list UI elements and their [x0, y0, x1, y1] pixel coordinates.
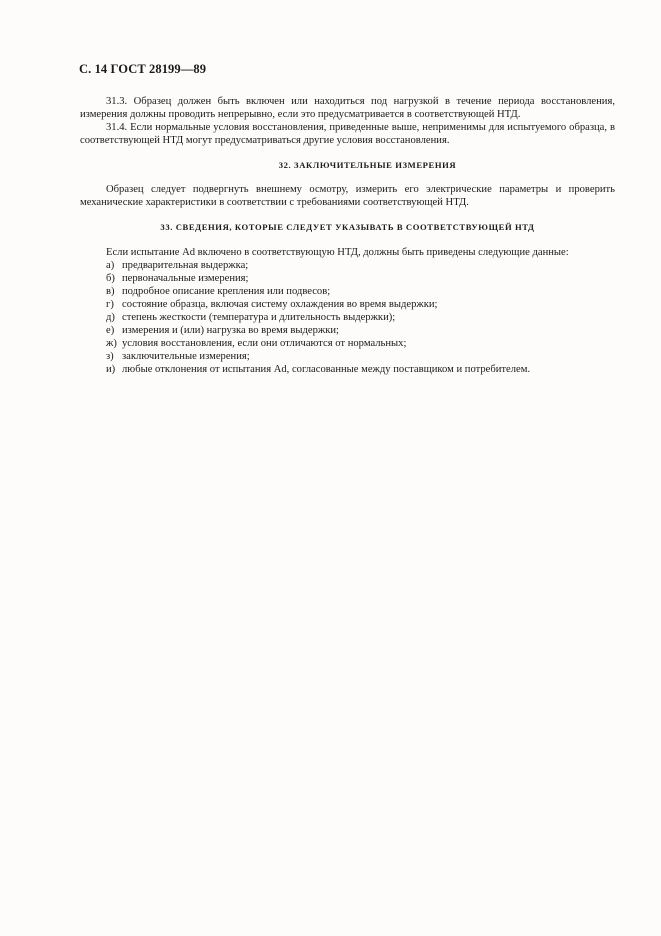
- list-item: [80, 350, 615, 363]
- list-marker: б): [106, 273, 115, 284]
- section-32-text: Образец следует подвергнуть внешнему осмотру, измерить его электрические параметры и проверить механические характеристики в соответствии с требованиями соответствующей НТД.: [80, 184, 615, 208]
- list-item-text: измерения и (или) нагрузка во время выдержки;: [122, 325, 339, 336]
- list-item: [80, 337, 615, 350]
- list-marker: г): [106, 299, 114, 310]
- list-item: [80, 363, 615, 376]
- requirements-list: [80, 259, 615, 376]
- list-item: [80, 298, 615, 311]
- list-marker: и): [106, 364, 116, 375]
- list-item-text: состояние образца, включая систему охлаждения во время выдержки;: [122, 299, 438, 310]
- page-header: С. 14 ГОСТ 28199—89: [79, 62, 207, 76]
- list-item-text: предварительная выдержка;: [122, 260, 249, 271]
- list-item: [80, 285, 615, 298]
- list-item-text: первоначальные измерения;: [122, 273, 249, 284]
- paragraph-31-4: 31.4. Если нормальные условия восстановления, приведенные выше, неприменимы для испытуемого образца, в соответствующей НТД могут предусматриваться другие условия восстановления.: [80, 122, 615, 146]
- list-item-text: любые отклонения от испытания Ad, согласованные между поставщиком и потребителем.: [122, 364, 531, 375]
- list-marker: а): [106, 260, 115, 271]
- list-marker: ж): [106, 338, 117, 349]
- section-32-heading: 32. ЗАКЛЮЧИТЕЛЬНЫЕ ИЗМЕРЕНИЯ: [278, 160, 457, 170]
- list-marker: д): [106, 312, 115, 323]
- section-33-intro: Если испытание Ad включено в соответствующую НТД, должны быть приведены следующие данные:: [106, 247, 569, 258]
- list-item-text: заключительные измерения;: [122, 351, 250, 362]
- list-marker: з): [106, 351, 114, 362]
- list-marker: е): [106, 325, 115, 336]
- list-item-text: подробное описание крепления или подвесов;: [122, 286, 331, 297]
- list-item-text: условия восстановления, если они отличаются от нормальных;: [122, 338, 407, 349]
- section-33-heading: 33. СВЕДЕНИЯ, КОТОРЫЕ СЛЕДУЕТ УКАЗЫВАТЬ В СООТВЕТСТВУЮЩЕЙ НТД: [160, 222, 535, 232]
- list-item: [80, 272, 615, 285]
- document-body: [80, 95, 615, 376]
- paragraph-31-3: 31.3. Образец должен быть включен или находиться под нагрузкой в течение периода восстановления, измерения должны проводить непрерывно, если это предусматривается в соответствующей НТД.: [80, 96, 615, 120]
- list-marker: в): [106, 286, 115, 297]
- list-item: [80, 324, 615, 337]
- list-item: [80, 311, 615, 324]
- list-item: [80, 259, 615, 272]
- list-item-text: степень жесткости (температура и длительность выдержки);: [122, 312, 396, 323]
